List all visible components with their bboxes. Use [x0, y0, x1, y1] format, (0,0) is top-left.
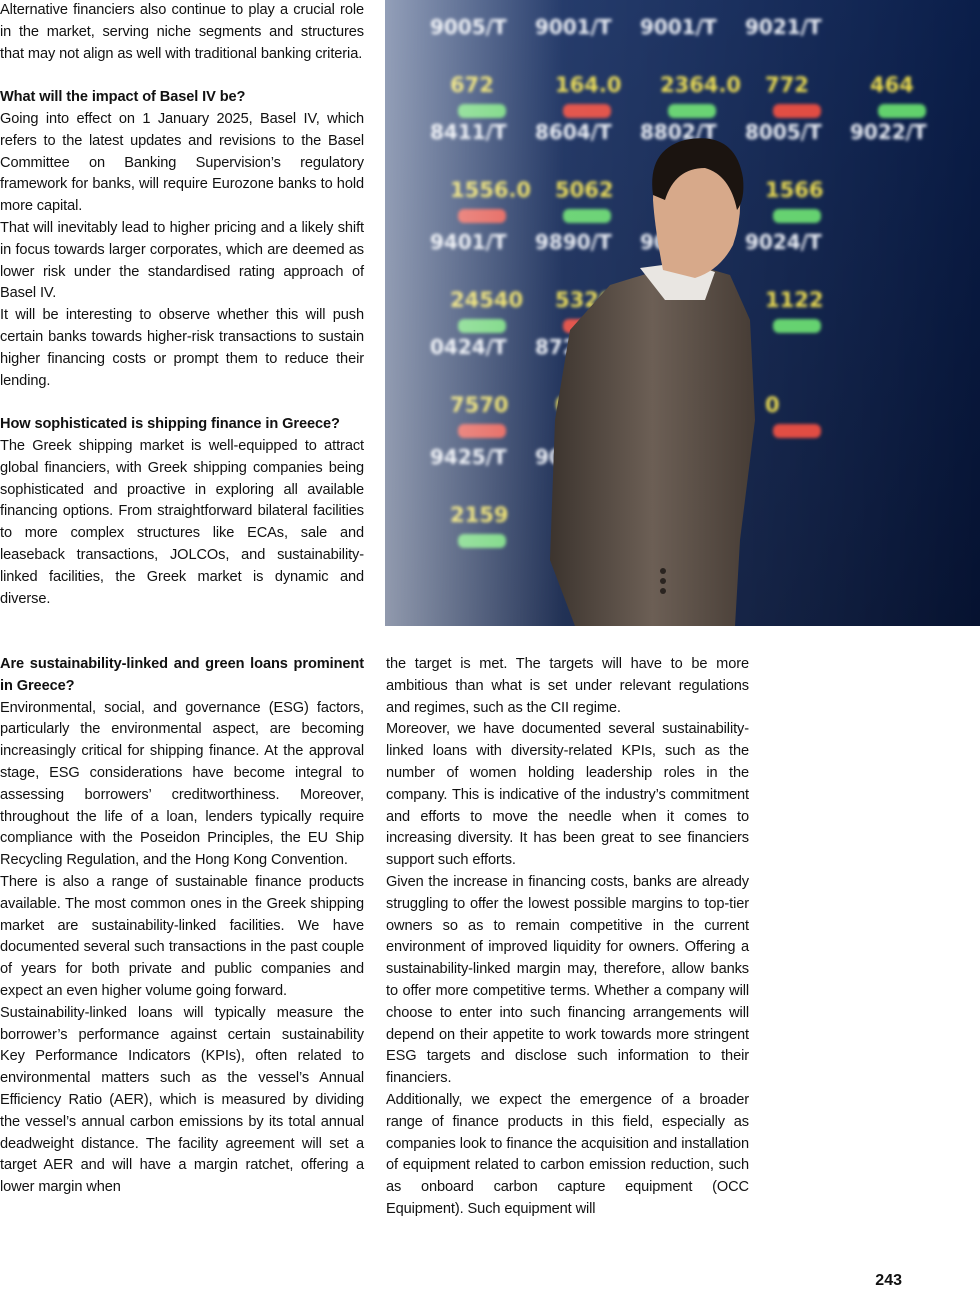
sleeve-button-icon — [660, 568, 666, 574]
text-column-right-bottom — [386, 654, 749, 1221]
page-number: 243 — [875, 1272, 902, 1289]
paragraph-green-1: Environmental, social, and governance (ESG) factors, particularly the environmental aspect, are becoming increasingly critical for shipping finance. At the approval stage, ESG considerations have become integral to assessing borrowers’ creditworthiness. Moreover, throughout the life of a loan, lenders typically require compliance with the Poseidon Principles, the EU Ship Recycling Regulation, and the Hong Kong Convention. — [0, 699, 364, 869]
paragraph-right-1: the target is met. The targets will have to be more ambitious than what is set under relevant regulations and regimes, such as the CII regime. — [386, 656, 749, 716]
heading-shipping-finance: How sophisticated is shipping finance in Greece? — [0, 416, 340, 433]
sleeve-button-icon — [660, 588, 666, 594]
paragraph-basel-2: That will inevitably lead to higher pricing and a likely shift in focus towards larger corporates, which are deemed as lower risk under the standardised rating approach of Basel IV. — [0, 219, 364, 302]
paragraph-right-4: Additionally, we expect the emergence of a broader range of finance products in this field, especially as companies look to finance the acquisition and installation of equipment related to carbon emission reduction, such as onboard carbon capture equipment (OCC Equipment). Such equipment will — [386, 1091, 749, 1217]
paragraph-basel-1: Going into effect on 1 January 2025, Basel IV, which refers to the latest updates and revisions to the Basel Committee on Banking Supervision’s regulatory framework for banks, will require Eurozone banks to hold more capital. — [0, 110, 364, 215]
stock-board-illustration — [385, 0, 980, 626]
stock-board-photo — [385, 0, 980, 626]
paragraph-green-3: Sustainability-linked loans will typically measure the borrower’s performance against certain sustainability Key Performance Indicators (KPIs), often related to environmental matters such as the vessel’s Annual Efficiency Ratio (AER), which is measured by dividing the vessel’s annual carbon emissions by its total annual deadweight distance. The facility agreement will set a target AER and will have a margin ratchet, offering a lower margin when — [0, 1004, 364, 1196]
text-column-left-bottom — [0, 654, 364, 1199]
text-column-left-top — [0, 0, 364, 610]
heading-green-loans: Are sustainability-linked and green loans prominent in Greece? — [0, 656, 364, 694]
paragraph-basel-3: It will be interesting to observe whether this will push certain banks towards higher-risk transactions to sustain higher financing costs or prompt them to reduce their lending. — [0, 307, 364, 389]
sleeve-button-icon — [660, 578, 666, 584]
paragraph-right-3: Given the increase in financing costs, banks are already struggling to offer the lowest possible margins to top-tier owners so as to remain competitive in the current environment of improved liquidity for owners. Offering a sustainability-linked margin may, therefore, allow banks to offer more competitive terms. Whether a company will choose to enter into such financing arrangements will depend on their appetite to work towards more stringent ESG targets and disclose such information to their financiers. — [386, 873, 749, 1087]
paragraph-intro: Alternative financiers also continue to play a crucial role in the market, serving niche segments and structures that may not align as well with traditional banking criteria. — [0, 2, 364, 62]
paragraph-green-2: There is also a range of sustainable finance products available. The most common ones in the Greek shipping market are sustainability-linked facilities. We have documented several such transactions in the past couple of years for both private and public companies and expect an even higher volume going forward. — [0, 873, 364, 999]
heading-basel-iv: What will the impact of Basel IV be? — [0, 89, 246, 106]
paragraph-right-2: Moreover, we have documented several sustainability-linked loans with diversity-related KPIs, such as the number of women holding leadership roles in the company. This is indicative of the industry’s commitment and efforts to move the needle when it comes to increasing diversity. It has been great to see financiers support such efforts. — [386, 721, 749, 869]
paragraph-shipping-1: The Greek shipping market is well-equipped to attract global financiers, with Greek shipping companies being sophisticated and proactive in exploring all available financing options. From straightforward bilateral facilities to more complex structures like ECAs, sale and leaseback transactions, JOLCOs, and sustainability-linked facilities, the Greek market is dynamic and diverse. — [0, 437, 364, 607]
